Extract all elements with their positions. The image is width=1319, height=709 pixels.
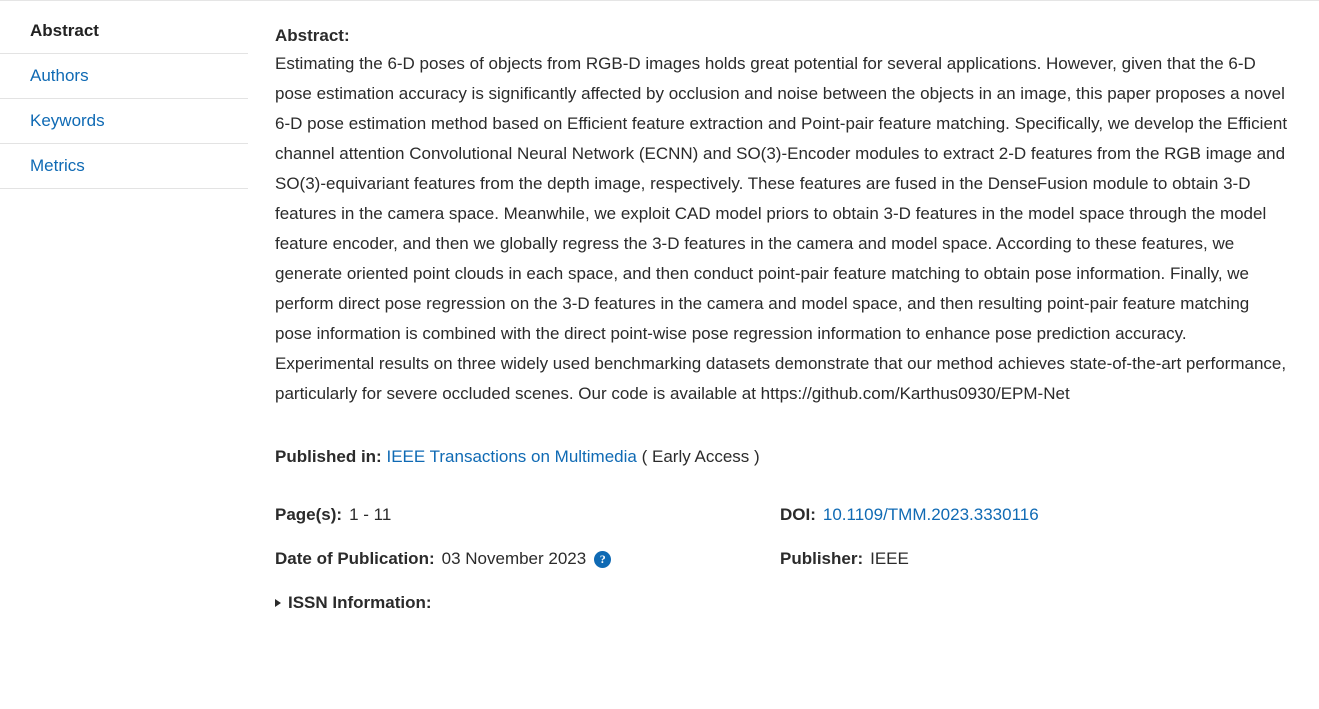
date-of-publication-field <box>275 549 780 569</box>
date-of-publication-value: 03 November 2023 <box>441 549 587 568</box>
sidebar-item-label: Keywords <box>30 111 105 130</box>
doi-link[interactable]: 10.1109/TMM.2023.3330116 <box>822 505 1039 524</box>
sidebar-item-label: Abstract <box>30 21 99 40</box>
doi-label: DOI: <box>780 505 816 524</box>
early-access-text: ( Early Access ) <box>641 447 760 466</box>
pages-value: 1 - 11 <box>349 505 392 524</box>
top-divider <box>0 0 1319 1</box>
publisher-value: IEEE <box>870 549 909 568</box>
sidebar-item-label: Authors <box>30 66 89 85</box>
journal-link[interactable]: IEEE Transactions on Multimedia <box>386 447 637 466</box>
issn-information-label: ISSN Information: <box>288 593 432 612</box>
sidebar-item-keywords[interactable] <box>0 99 248 144</box>
section-nav-sidebar <box>0 9 248 189</box>
sidebar-item-authors[interactable] <box>0 54 248 99</box>
doi-field <box>780 505 1295 525</box>
issn-information-toggle[interactable] <box>275 593 1295 613</box>
pages-label: Page(s): <box>275 505 343 524</box>
sidebar-item-label: Metrics <box>30 156 85 175</box>
abstract-text: Estimating the 6-D poses of objects from RGB-D images holds great potential for several applications. However, given that the 6-D pose estimation accuracy is significantly affected by occlusion and noise between the objects in an image, this paper proposes a novel 6-D pose estimation method based on Efficient feature extraction and Point-pair feature matching. Specifically, we develop the Efficient channel attention Convolutional Neural Network (ECNN) and SO(3)-Encoder modules to extract 2-D features from the RGB image and SO(3)-equivariant features from the depth image, respectively. These features are fused in the DenseFusion module to obtain 3-D features in the camera space. Meanwhile, we exploit CAD model priors to obtain 3-D features in the model space through the model feature encoder, and then we globally regress the 3-D features in the camera and model space. According to these features, we generate oriented point clouds in each space, and then conduct point-pair feature matching to obtain pose information. Finally, we perform direct pose regression on the 3-D features in the camera and model space, and then resulting point-pair feature matching pose information is combined with the direct point-wise pose regression information to enhance pose prediction accuracy. Experimental results on three widely used benchmarking datasets demonstrate that our method achieves state-of-the-art performance, particularly for severe occluded scenes. Our code is available at https://github.com/Karthus0930/EPM-Net <box>275 54 1288 403</box>
abstract-heading: Abstract: <box>275 26 350 45</box>
sidebar-item-abstract[interactable] <box>0 9 248 54</box>
publisher-field <box>780 549 1295 569</box>
pages-field <box>275 505 780 525</box>
abstract-section <box>275 26 1295 613</box>
published-in-row <box>275 447 1295 467</box>
question-mark-icon[interactable]: ? <box>594 551 611 568</box>
publisher-label: Publisher: <box>780 549 864 568</box>
date-of-publication-label: Date of Publication: <box>275 549 435 568</box>
published-in-label: Published in: <box>275 447 382 466</box>
triangle-right-icon <box>275 599 281 607</box>
publication-metadata-grid <box>275 505 1295 569</box>
sidebar-item-metrics[interactable] <box>0 144 248 189</box>
